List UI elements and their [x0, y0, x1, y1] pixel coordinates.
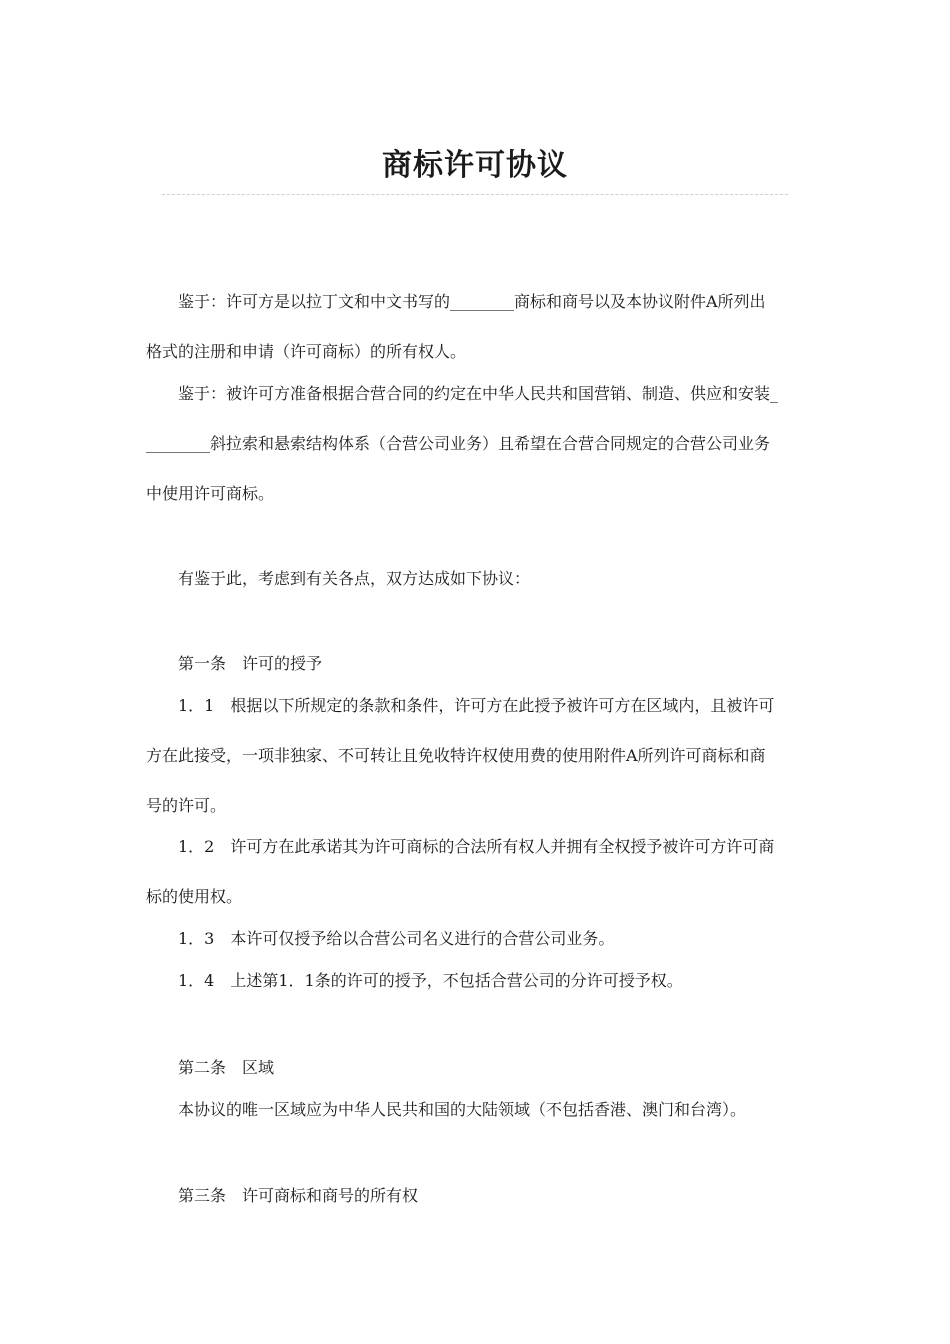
clause-1-1-line-1: 1．1 根据以下所规定的条款和条件，许可方在此授予被许可方在区域内，且被许可	[178, 696, 775, 715]
clause-1-2-line-2: 标的使用权。	[146, 887, 243, 906]
recital-2-line-3: 中使用许可商标。	[146, 484, 275, 503]
clause-1-3: 1．3 本许可仅授予给以合营公司名义进行的合营公司业务。	[178, 929, 615, 948]
article-3-heading: 第三条 许可商标和商号的所有权	[178, 1186, 419, 1205]
agreement-preamble: 有鉴于此，考虑到有关各点，双方达成如下协议：	[178, 569, 531, 588]
recital-2-line-2: ________斜拉索和悬索结构体系（合营公司业务）且希望在合营合同规定的合营公司业务	[146, 434, 771, 453]
title-divider	[162, 194, 788, 195]
recital-1-line-1: 鉴于：许可方是以拉丁文和中文书写的________商标和商号以及本协议附件A所列出	[178, 292, 766, 311]
recital-2-line-1: 鉴于：被许可方准备根据合营合同的约定在中华人民共和国营销、制造、供应和安装_	[178, 384, 779, 403]
document-title: 商标许可协议	[382, 148, 568, 183]
clause-1-4: 1．4 上述第1．1条的许可的授予，不包括合营公司的分许可授予权。	[178, 971, 683, 990]
clause-1-1-line-2: 方在此接受，一项非独家、不可转让且免收特许权使用费的使用附件A所列许可商标和商	[146, 746, 766, 765]
article-2-body: 本协议的唯一区域应为中华人民共和国的大陆领域（不包括香港、澳门和台湾）。	[178, 1100, 747, 1119]
recital-1-line-2: 格式的注册和申请（许可商标）的所有权人。	[146, 342, 467, 361]
clause-1-1-line-3: 号的许可。	[146, 796, 227, 815]
article-1-heading: 第一条 许可的授予	[178, 654, 323, 673]
clause-1-2-line-1: 1．2 许可方在此承诺其为许可商标的合法所有权人并拥有全权授予被许可方许可商	[178, 837, 775, 856]
article-2-heading: 第二条 区域	[178, 1058, 275, 1077]
